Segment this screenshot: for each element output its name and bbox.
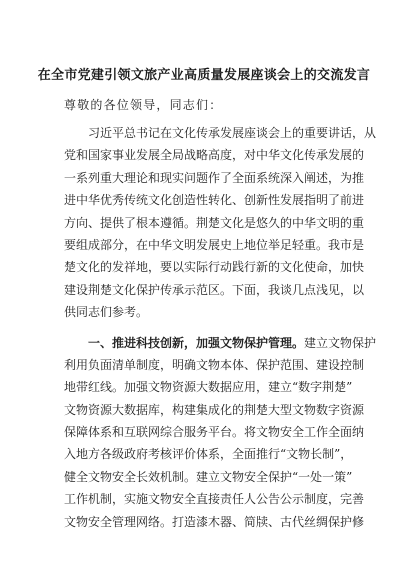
paragraph-line: 文物资源大数据库，构建集成化的荆楚大型文物数字资源 bbox=[64, 402, 365, 417]
paragraph-line: 方向、提供了根本遵循。荆楚文化是悠久的中华文明的重 bbox=[64, 215, 365, 230]
paragraph-line: 利用负面清单制度，明确文物本体、保护范围、建设控制 bbox=[64, 357, 365, 372]
paragraph-line: 工作机制，实施文物安全直接责任人公告公示制度，完善 bbox=[64, 492, 365, 507]
paragraph-gap bbox=[64, 324, 348, 332]
paragraph-line: 要组成部分，在中华文明发展史上地位举足轻重。我市是 bbox=[64, 237, 365, 252]
paragraph-line: 地带红线。加强文物资源大数据应用，建立“数字荆楚” bbox=[64, 380, 353, 395]
paragraph-line: 习近平总书记在文化传承发展座谈会上的重要讲话，从 bbox=[88, 126, 377, 140]
paragraph-line: 健全文物安全长效机制。建立文物安全保护“一处一策” bbox=[64, 469, 353, 484]
paragraph-line: 楚文化的发祥地，要以实际行动践行新的文化使命，加快 bbox=[64, 260, 365, 275]
paragraph-line: 一系列重大理论和现实问题作了全面系统深入阐述，为推 bbox=[64, 170, 365, 185]
paragraph-line: 供同志们参考。 bbox=[64, 305, 149, 320]
paragraph-line: 入地方各级政府考核评价体系，全面推行“文物长制”， bbox=[64, 447, 353, 462]
document-body bbox=[64, 122, 377, 533]
paragraph-line: 进中华优秀传统文化创造性转化、创新性发展指明了前进 bbox=[64, 193, 365, 208]
document-title: 在全市党建引领文旅产业高质量发展座谈会上的交流发言 bbox=[37, 68, 371, 83]
section-heading-tail: 建立文物保护 bbox=[304, 335, 377, 350]
paragraph-intro bbox=[64, 122, 377, 324]
salutation: 尊敬的各位领导，同志们： bbox=[64, 98, 223, 112]
section-1 bbox=[64, 332, 377, 534]
paragraph-line: 建设荆楚文化保护传承示范区。下面，我谈几点浅见，以 bbox=[64, 282, 365, 297]
paragraph-line: 党和国家事业发展全局战略高度，对中华文化传承发展的 bbox=[64, 148, 365, 163]
section-heading: 一、推进科技创新，加强文物保护管理。 bbox=[88, 335, 305, 350]
paragraph-line: 文物安全管理网络。打造漆木器、简牍、古代丝绸保护修 bbox=[64, 514, 365, 529]
paragraph-line: 保障体系和互联网综合服务平台。将文物安全工作全面纳 bbox=[64, 425, 365, 440]
section-heading-line bbox=[64, 332, 377, 354]
